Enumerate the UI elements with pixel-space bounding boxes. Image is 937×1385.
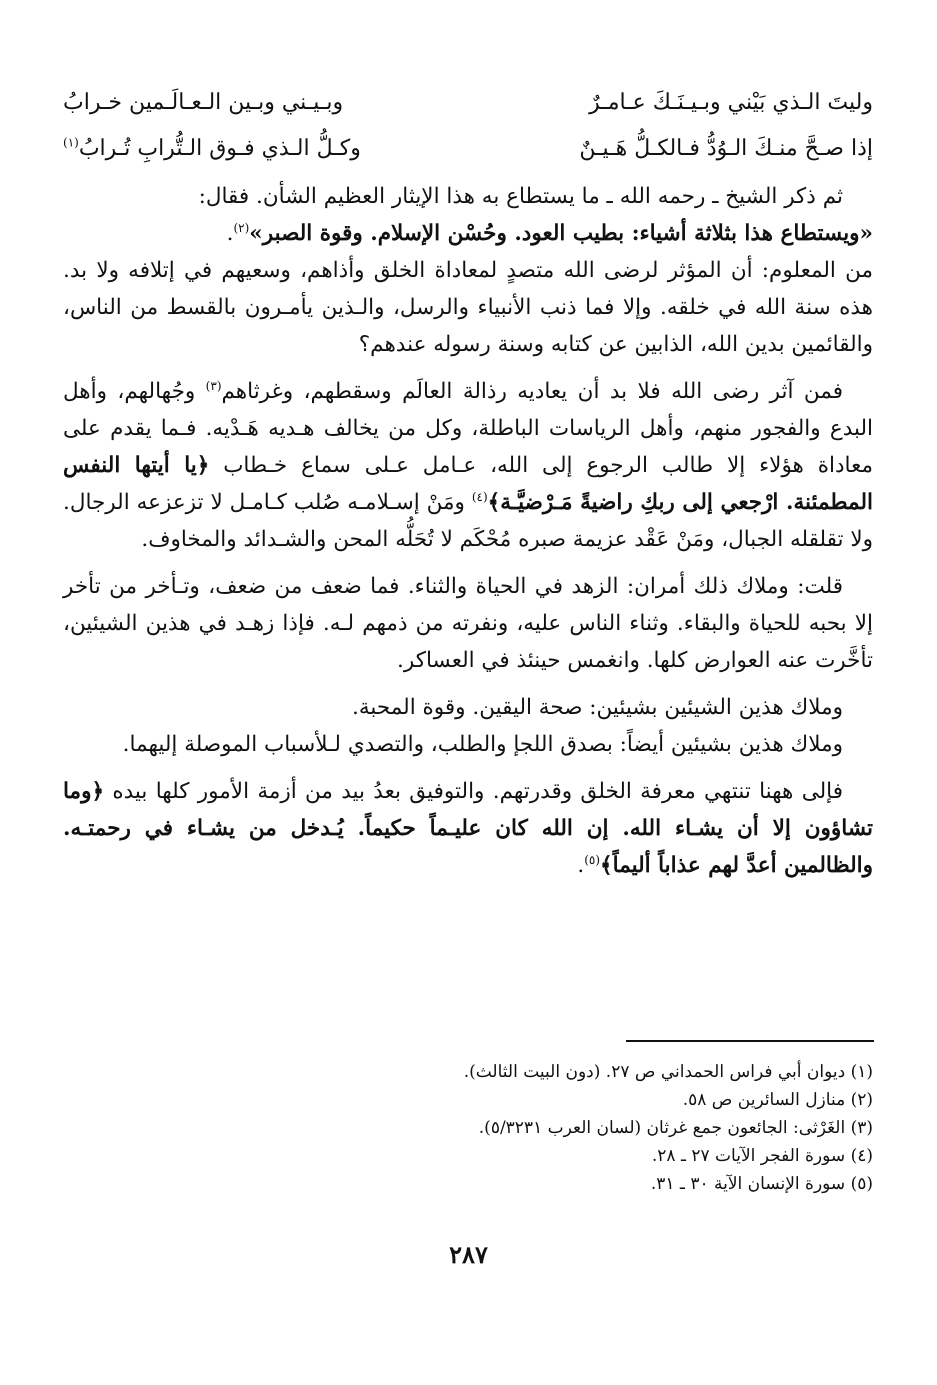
footnote-ref-1: (١) [63, 135, 79, 150]
poem-line-2-second-hemistich-text: وكـلُّ الـذي فـوق الـتُّرابِ تُـرابُ [78, 136, 361, 161]
paragraph-7-part-1: فإلى ههنا تنتهي معرفة الخلق وقدرتهم. والتوفيق بعدُ بيد من أزمة الأمور كلها بيده [104, 779, 843, 804]
paragraph-3-part-3: ومَنْ إسـلامـه صُلب كـامـل لا تزعزعه الرجال. ولا تقلقله الجبال، ومَنْ عَقْد عزيمة صبره مُحْكَم لا تُحَلُّه المحن والشـدائد والمخاوف. [63, 490, 873, 552]
paragraph-7-end: . [577, 853, 585, 878]
main-text [63, 178, 873, 894]
paragraph-4: قلت: وملاك ذلك أمران: الزهد في الحياة والثناء. فما ضعف من ضعف، وتـأخر من تأخر إلا بحبه للحياة والبقاء. وثناء الناس عليه، ونفرته من ذمهم لـه. فإذا زهـد في هذين الشيئين، تأخَّرت عنه العوارض كلها. وانغمس حينئذ في العساكر. [63, 574, 873, 673]
poem-line-2-first-hemistich: إذا صـحَّ منـكَ الـوُدُّ فـالكـلُّ هَـيـنٌ [579, 136, 873, 161]
paragraph-3-part-2: وجُهالهم، وأهل البدع والفجور منهم، وأهل الرياسات الباطلة، وكل من يخالف هـديه هَـدْيه. فـما يقدم على معاداة هؤلاء إلا طالب الرجوع إلى الله، عـامل عـلى سماع خـطاب [63, 379, 873, 478]
footnote-item: (٤) سورة الفجر الآيات ٢٧ ـ ٢٨. [651, 1146, 873, 1166]
paragraph-6: وملاك هذين بشيئين أيضاً: بصدق اللجإ والطلب، والتصدي لـلأسباب الموصلة إليهما. [122, 732, 843, 757]
footnote-item: (٥) سورة الإنسان الآية ٣٠ ـ ٣١. [650, 1174, 873, 1194]
footnote-ref-2: (٢) [233, 220, 250, 235]
paragraph-3 [63, 373, 873, 558]
poem-line-1 [63, 80, 873, 126]
paragraph-1 [63, 178, 873, 252]
paragraph-1-quote-end: . [226, 221, 234, 246]
paragraph-7 [63, 773, 873, 884]
paragraph-2: من المعلوم: أن المؤثر لرضى الله متصدٍ لمعاداة الخلق وأذاهم، وسعيهم في إتلافه ولا بد. هذه سنة الله في خلقه. وإلا فما ذنب الأنبياء والرسل، والـذين يأمـرون بالقسط من الناس، والقائمين بدين الله، الذابين عن كتابه وسنة رسوله عندهم؟ [63, 258, 873, 357]
poem-line-2-second-hemistich [63, 126, 443, 172]
footnote-ref-4: (٤) [471, 489, 488, 504]
poem-verse [63, 80, 873, 180]
footnote-item: (٣) الغَرْثى: الجائعون جمع غرثان (لسان العرب ٥/٣٢٣١). [478, 1118, 873, 1138]
paragraph-5: وملاك هذين الشيئين بشيئين: صحة اليقين. وقوة المحبة. [352, 695, 843, 720]
footnote-ref-5: (٥) [584, 852, 601, 867]
footnote-ref-3: (٣) [205, 378, 222, 393]
poem-line-2 [63, 126, 873, 172]
footnote-separator [626, 1040, 874, 1042]
page-number: ٢٨٧ [449, 1240, 488, 1269]
footnote-item: (١) ديوان أبي فراس الحمداني ص ٢٧. (دون البيت الثالث). [463, 1062, 873, 1082]
footnotes [63, 1058, 873, 1198]
paragraph-7-quran-verse: ﴿وما تشاؤون إلا أن يشـاء الله. إن الله كان عليـماً حكيماً. يُـدخل من يشـاء في رحمتـه. والظالمين أعدَّ لهم عذاباً أليماً﴾ [63, 779, 873, 878]
poem-line-1-first-hemistich: وليتَ الـذي بَيْني وبـيـنَـكَ عـامـرٌ [589, 90, 873, 115]
paragraph-1-text: ثم ذكر الشيخ ـ رحمه الله ـ ما يستطاع به هذا الإيثار العظيم الشأن. فقال: [198, 184, 843, 209]
paragraph-3-quran-verse: ﴿يا أيتها النفس المطمئنة. ارْجعي إلى ربكِ راضيةً مَـرْضيَّـة﴾ [63, 453, 873, 515]
paragraph-3-part-1: فمن آثر رضى الله فلا بد أن يعاديه رذالة العالَم وسقطهم، وغرثاهم [221, 379, 843, 404]
paragraph-1-quote: «ويستطاع هذا بثلاثة أشياء: بطيب العود. وحُسْن الإسلام. وقوة الصبر» [249, 221, 873, 246]
footnote-item: (٢) منازل السائرين ص ٥٨. [682, 1090, 873, 1110]
poem-line-1-second-hemistich: وبـيـني وبـين الـعـالَـمين خـرابُ [63, 90, 344, 115]
